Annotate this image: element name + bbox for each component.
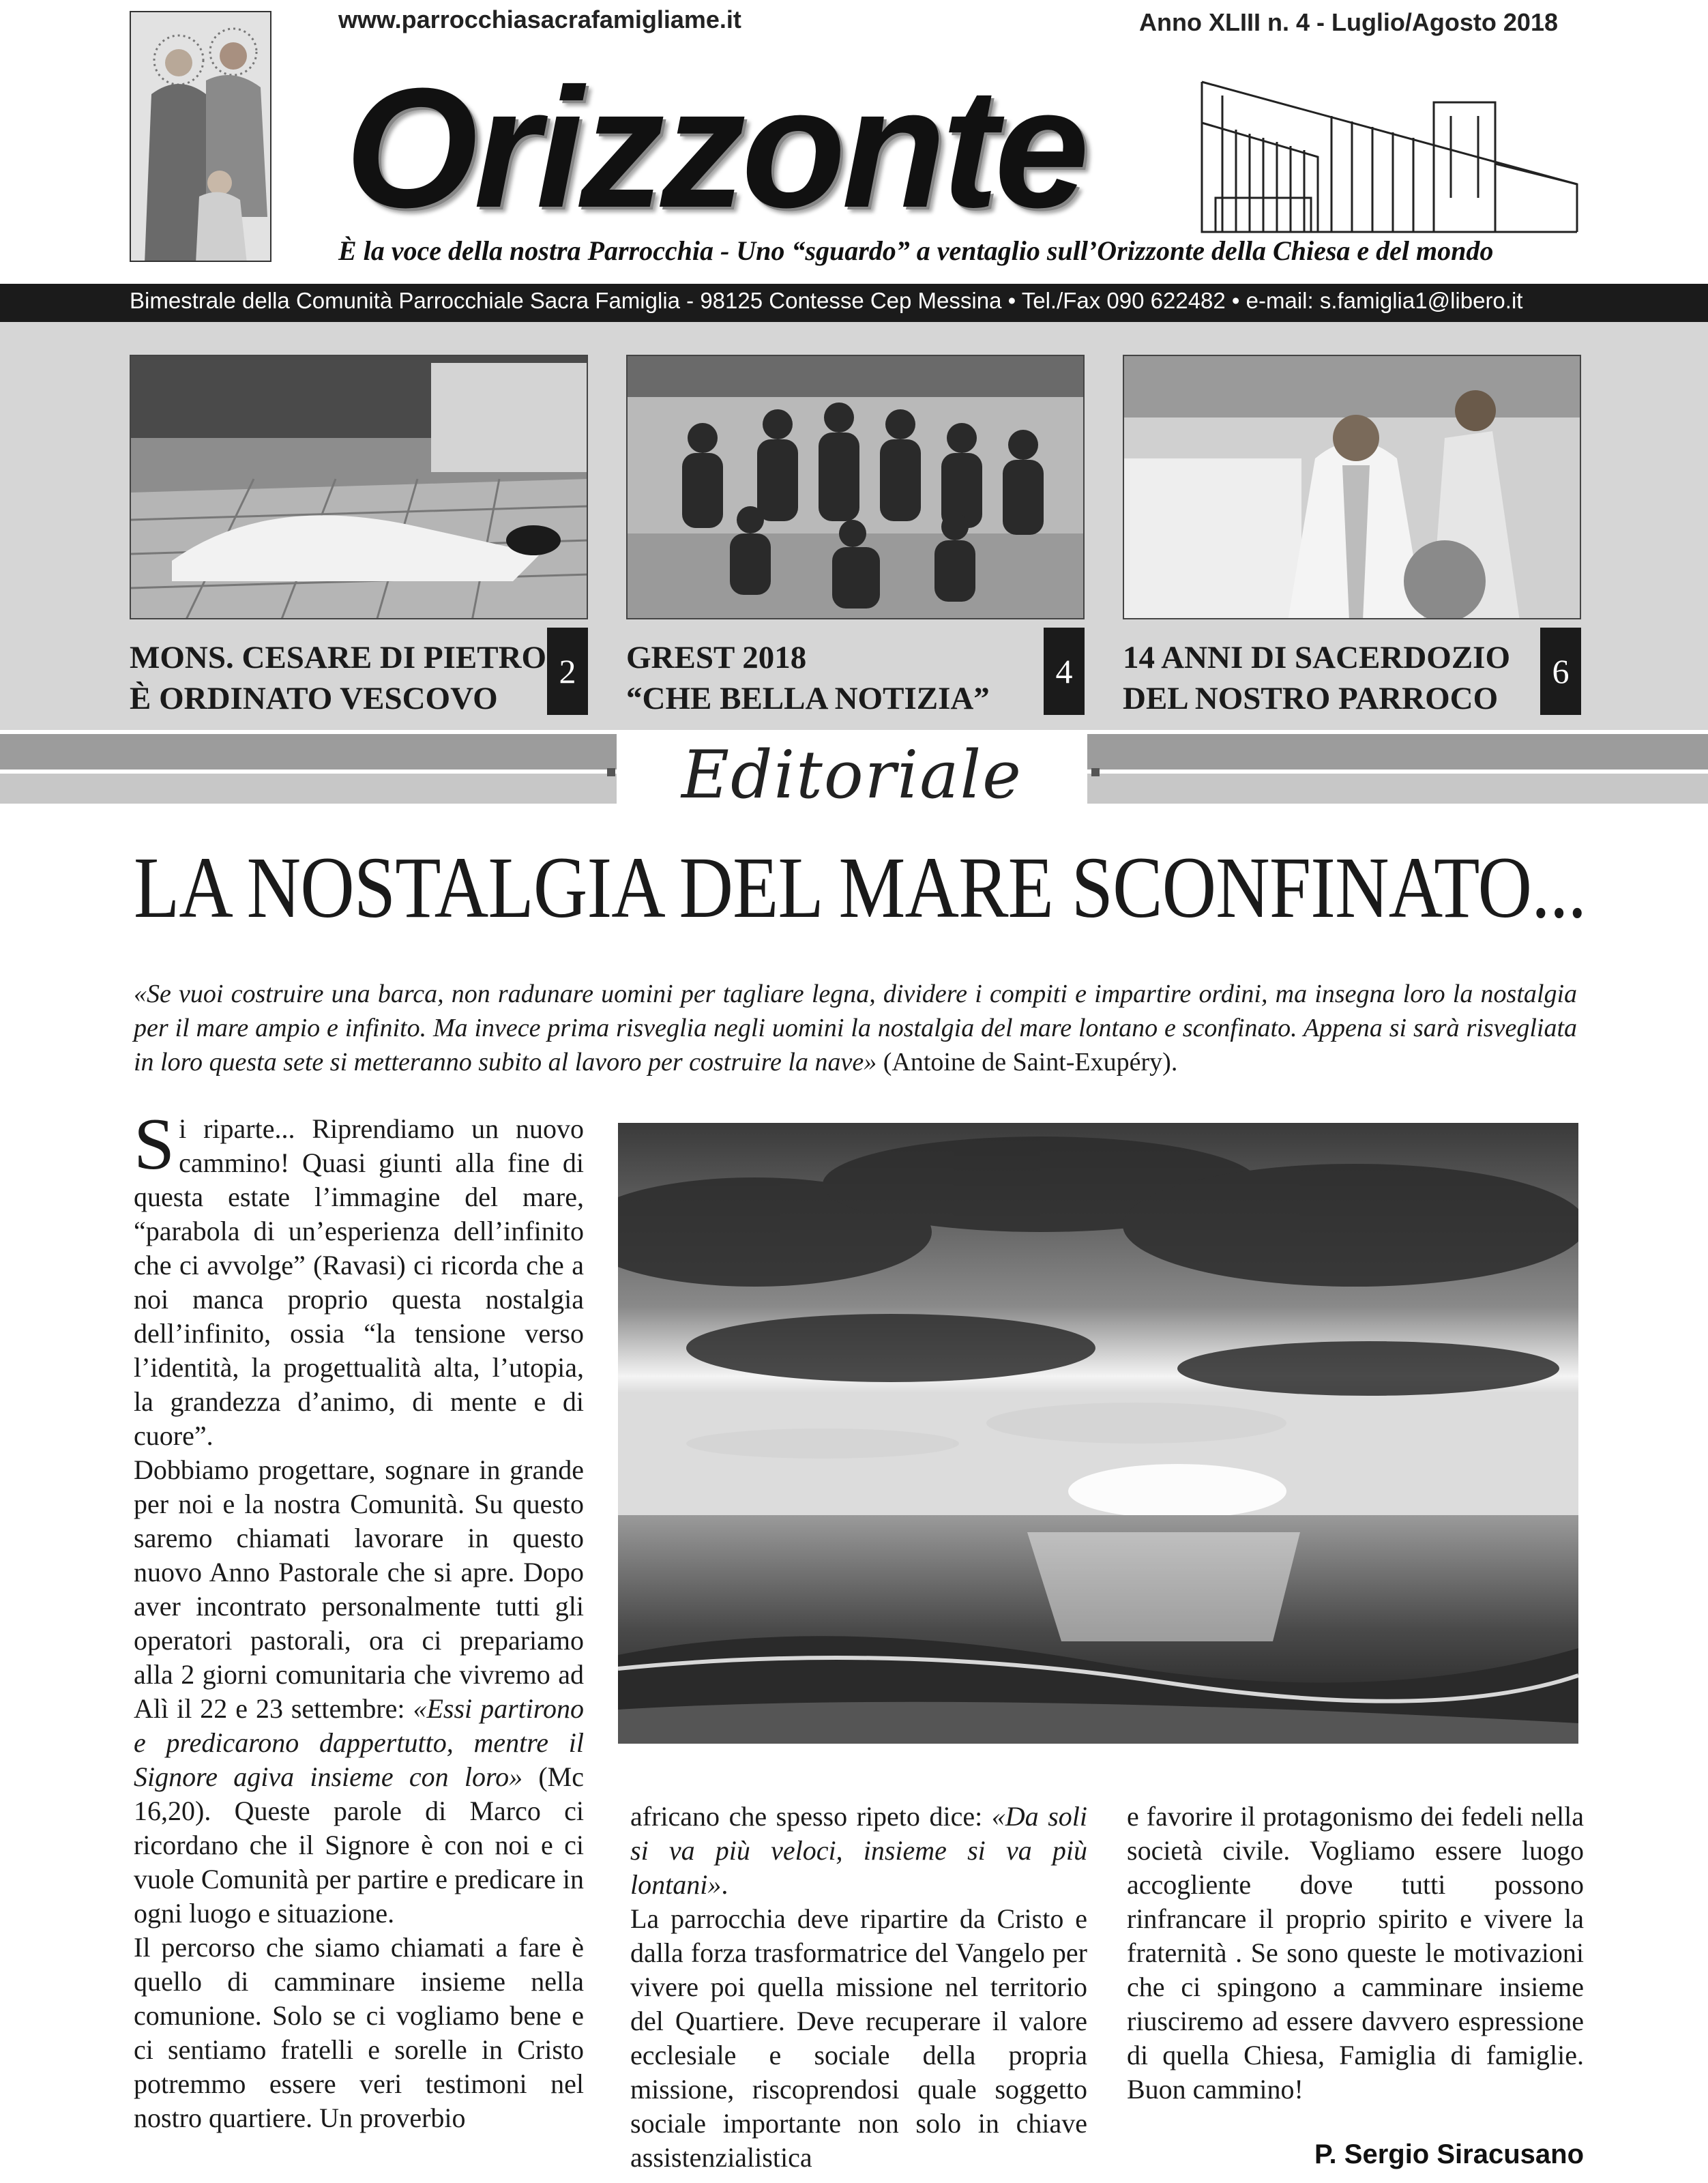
logo: Orizzonte [345,53,1085,243]
highlight-title-2[interactable] [626,637,990,719]
article-column-2 [630,1800,1087,2175]
section-title: Editoriale [681,737,1022,813]
paragraph-1-text: i riparte... Riprendiamo un nuovo cammino! Quasi giunti alla fine di questa estate l’immagine del mare, “parabola di un’esperienza dell’infinito che ci avvolge” (Ravasi) ci ricorda che a noi manca proprio questa nostalgia dell’infinito, ossia “la tensione verso l’identità, la progettualità alta, l’utopia, la grandezza d’animo, di mente e di cuore”. [134,1113,584,1451]
tagline: È la voce della nostra Parrocchia - Uno “sguardo” a ventaglio sull’Orizzonte della Chiesa e del mondo [338,235,1494,266]
site-url[interactable]: www.parrocchiasacrafamigliame.it [338,5,741,33]
ordination-photo[interactable] [130,355,588,619]
section-bar [0,734,1708,813]
paragraph-2-text-a: Dobbiamo progettare, sognare in grande per noi e la nostra Comunità. Su questo saremo chiamati lavorare in questo nuovo Anno Pastorale che si apre. Dopo aver incontrato personalmente tutti gli operatori pastorali, ora ci prepariamo alla 2 giorni comunitaria che vivremo ad Alì il 22 e 23 settembre: [134,1454,584,1724]
grest-photo[interactable] [626,355,1085,619]
highlight-page-2[interactable]: 4 [1044,628,1085,715]
article-paragraph-2 [134,1453,584,1931]
mass-photo[interactable] [1123,355,1581,619]
holy-family-image [130,11,271,262]
sea-sunset-photo [618,1123,1578,1744]
divider-dot-left [607,768,615,776]
drop-cap: S [134,1104,175,1185]
paragraph-4-text-a: africano che spesso ripeto dice: [630,1801,992,1832]
paragraph-2-text-b: (Mc 16,20). Queste parole di Marco ci ricordano che il Signore è con noi e ci vuole Comunità per partire e predicare in ogni luogo e situazione. [134,1761,584,1929]
epigraph-text: «Se vuoi costruire una barca, non radunare uomini per tagliare legna, dividere i compiti e impartire ordini, ma insegna loro la nostalgia per il mare ampio e infinito. Ma invece prima risveglia negli uomini la nostalgia del mare lontano e sconfinato. Appena si sarà risvegliata in loro questa sete si metteranno subito al lavoro per costruire la nave» [134,980,1577,1076]
article-paragraph-4 [630,1800,1087,1902]
article-paragraph-6: e favorire il protagonismo dei fedeli nella società civile. Vogliamo essere luogo accogliente dove tutti possono rinfrancare il proprio spirito e vivere la fraternità . Se sono queste le motivazioni che ci spingono a camminare insieme riusciremo ad essere davvero espressione di quella Chiesa, Famiglia di famiglie. Buon cammino! [1127,1801,1584,2105]
article-column-3 [1127,1800,1584,2107]
paragraph-4-text-b: . [721,1869,728,1900]
highlight-1-line2: È ORDINATO VESCOVO [130,681,498,716]
highlight-page-1[interactable]: 2 [547,628,588,715]
divider-dot-right [1091,768,1100,776]
article-paragraph-3: Il percorso che siamo chiamati a fare è quello di camminare insieme nella comunione. Solo se ci vogliamo bene e ci sentiamo fratelli e sorelle in Cristo potremmo essere veri testimoni nel nostro quartiere. Un proverbio [134,1932,584,2133]
highlight-title-1[interactable] [130,637,546,719]
church-drawing [1195,75,1584,236]
highlights-section [0,322,1708,730]
epigraph [134,977,1577,1079]
highlight-2-line1: GREST 2018 [626,640,807,675]
issue-info: Anno XLIII n. 4 - Luglio/Agosto 2018 [1138,8,1558,36]
paragraph-4-quote: «Da soli si va più veloci, insieme si va più lontani» [630,1801,1087,1900]
article-paragraph-1 [134,1104,584,1453]
headline: LA NOSTALGIA DEL MARE SCONFINATO... [134,839,1587,936]
highlight-1-line1: MONS. CESARE DI PIETRO [130,640,547,675]
highlight-2-line2: “CHE BELLA NOTIZIA” [626,681,990,716]
paragraph-2-quote: «Essi partirono e predicarono dappertutto, mentre il Signore agiva insieme con loro» [134,1693,584,1792]
article-paragraph-5: La parrocchia deve ripartire da Cristo e dalla forza trasformatrice del Vangelo per vivere poi quella missione nel territorio del Quartiere. Deve recuperare il valore ecclesiale e sociale della propria missione, riscoprendosi quale soggetto sociale importante non solo in chiave assistenzialistica [630,1903,1087,2173]
highlight-page-3[interactable]: 6 [1540,628,1581,715]
highlight-3-line2: DEL NOSTRO PARROCO [1123,681,1499,716]
author-signature: P. Sergio Siracusano [1314,2139,1584,2169]
article-column-1 [134,1104,584,2135]
epigraph-author: (Antoine de Saint-Exupéry). [877,1048,1178,1076]
highlight-title-3[interactable] [1123,637,1510,719]
highlight-3-line1: 14 ANNI DI SACERDOZIO [1123,640,1511,675]
info-bar: Bimestrale della Comunità Parrocchiale Sacra Famiglia - 98125 Contesse Cep Messina • Tel./Fax 090 622482 • e-mail: s.famiglia1@libero.it [0,284,1708,322]
